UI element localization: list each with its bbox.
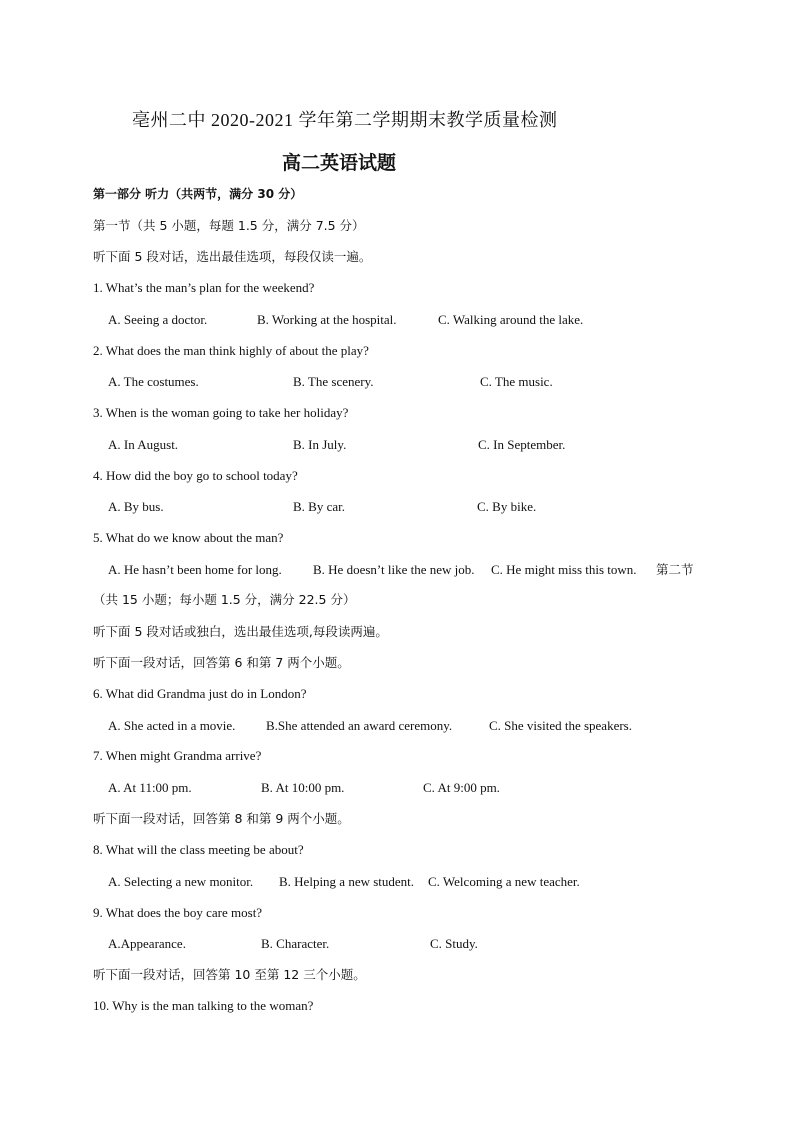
option-a: A. He hasn’t been home for long. — [108, 562, 282, 577]
section1-instruction: 听下面 5 段对话，选出最佳选项，每段仅读一遍。 — [93, 249, 372, 264]
question-stem: 6. What did Grandma just do in London? — [93, 686, 307, 701]
option-b: B.She attended an award ceremony. — [266, 718, 453, 733]
option-b: B. Character. — [261, 936, 330, 951]
option-c: C. The music. — [480, 374, 553, 389]
section2-heading-start: 第二节 — [656, 562, 694, 577]
option-a: A. By bus. — [108, 499, 164, 514]
exam-subtitle: 高二英语试题 — [282, 152, 397, 174]
exam-title: 亳州二中 2020-2021 学年第二学期期末教学质量检测 — [132, 110, 558, 130]
option-c: C. Study. — [430, 936, 478, 951]
option-a: A.Appearance. — [108, 936, 186, 951]
section1-heading: 第一节（共 5 小题，每题 1.5 分，满分 7.5 分） — [93, 218, 365, 233]
question-stem: 3. When is the woman going to take her holiday? — [93, 405, 349, 420]
question-stem: 2. What does the man think highly of about the play? — [93, 343, 369, 358]
question-stem: 4. How did the boy go to school today? — [93, 468, 298, 483]
section2-instruction: 听下面 5 段对话或独白，选出最佳选项,每段读两遍。 — [93, 624, 388, 639]
option-b: B. He doesn’t like the new job. — [313, 562, 475, 577]
dialogue-instruction: 听下面一段对话，回答第 8 和第 9 两个小题。 — [93, 811, 350, 826]
option-c: C. By bike. — [477, 499, 537, 514]
option-b: B. In July. — [293, 437, 347, 452]
option-b: B. The scenery. — [293, 374, 374, 389]
option-c: C. He might miss this town. — [491, 562, 637, 577]
question-stem: 9. What does the boy care most? — [93, 905, 263, 920]
option-c: C. Welcoming a new teacher. — [428, 874, 580, 889]
question-stem: 7. When might Grandma arrive? — [93, 748, 262, 763]
option-c: C. At 9:00 pm. — [423, 780, 500, 795]
question-stem: 10. Why is the man talking to the woman? — [93, 998, 314, 1013]
option-b: B. At 10:00 pm. — [261, 780, 345, 795]
option-c: C. Walking around the lake. — [438, 312, 584, 327]
option-a: A. In August. — [108, 437, 179, 452]
option-a: A. Selecting a new monitor. — [108, 874, 254, 889]
option-b: B. Helping a new student. — [279, 874, 415, 889]
option-a: A. She acted in a movie. — [108, 718, 236, 733]
dialogue-instruction: 听下面一段对话，回答第 10 至第 12 三个小题。 — [93, 967, 366, 982]
section2-heading: （共 15 小题；每小题 1.5 分，满分 22.5 分） — [93, 592, 356, 607]
question-stem: 5. What do we know about the man? — [93, 530, 284, 545]
option-c: C. She visited the speakers. — [489, 718, 632, 733]
option-b: B. Working at the hospital. — [257, 312, 397, 327]
question-stem: 8. What will the class meeting be about? — [93, 842, 304, 857]
dialogue-instruction: 听下面一段对话，回答第 6 和第 7 两个小题。 — [93, 655, 350, 670]
option-c: C. In September. — [478, 437, 566, 452]
option-b: B. By car. — [293, 499, 345, 514]
question-stem: 1. What’s the man’s plan for the weekend? — [93, 280, 315, 295]
option-a: A. Seeing a doctor. — [108, 312, 208, 327]
option-a: A. The costumes. — [108, 374, 199, 389]
option-a: A. At 11:00 pm. — [108, 780, 192, 795]
part1-heading: 第一部分 听力（共两节，满分 30 分） — [93, 187, 303, 201]
